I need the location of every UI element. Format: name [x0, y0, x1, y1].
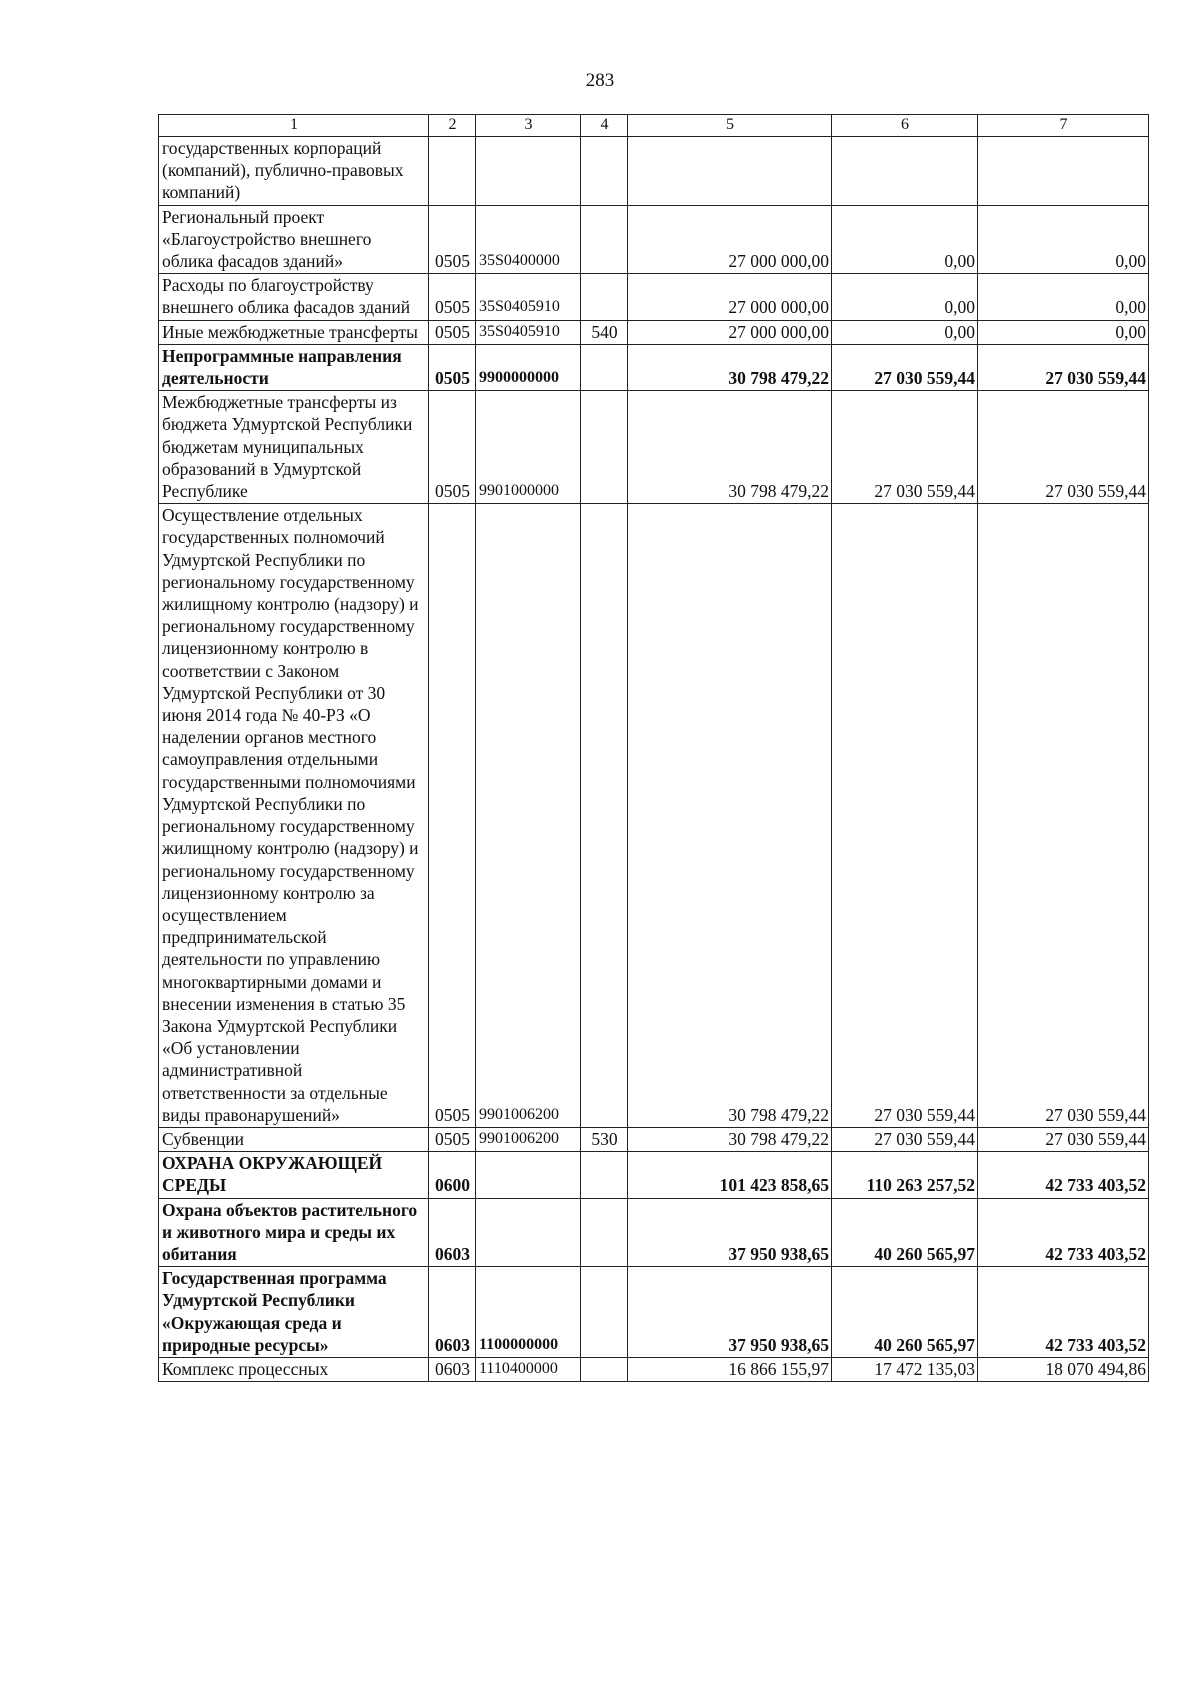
expense-type-cell — [581, 391, 628, 504]
target-article-cell: 1100000000 — [476, 1267, 581, 1358]
column-header: 1 — [159, 115, 429, 137]
table-row — [159, 504, 1149, 1128]
amount-col5-cell — [628, 137, 832, 206]
amount-col7-cell: 18 070 494,86 — [978, 1357, 1149, 1381]
amount-col5-cell: 30 798 479,22 — [628, 344, 832, 390]
section-code-cell: 0600 — [429, 1152, 476, 1198]
row-name-cell: Межбюджетные трансферты из бюджета Удмуртской Республики бюджетам муниципальных образований в Удмуртской Республике — [159, 391, 429, 504]
table-row — [159, 274, 1149, 320]
row-name-cell: государственных корпораций (компаний), публично-правовых компаний) — [159, 137, 429, 206]
expense-type-cell — [581, 504, 628, 1128]
amount-col5-cell: 37 950 938,65 — [628, 1267, 832, 1358]
amount-col5-cell: 101 423 858,65 — [628, 1152, 832, 1198]
amount-col7-cell: 42 733 403,52 — [978, 1152, 1149, 1198]
amount-col7-cell: 0,00 — [978, 274, 1149, 320]
expense-type-cell — [581, 1152, 628, 1198]
expense-type-cell: 530 — [581, 1127, 628, 1151]
amount-col5-cell: 37 950 938,65 — [628, 1198, 832, 1267]
section-code-cell: 0603 — [429, 1357, 476, 1381]
target-article-cell: 9901000000 — [476, 391, 581, 504]
section-code-cell: 0505 — [429, 1127, 476, 1151]
amount-col7-cell: 42 733 403,52 — [978, 1267, 1149, 1358]
row-name-cell: Осуществление отдельных государственных полномочий Удмуртской Республики по региональному государственному жилищному контролю (надзору) и региональному государственному лицензионному контролю в соответствии с Законом Удмуртской Республики от 30 июня 2014 года № 40-РЗ «О наделении органов местного самоуправления отдельными государственными полномочиями Удмуртской Республики по региональному государственному жилищному контролю (надзору) и региональному государственному лицензионному контролю за осуществлением предпринимательской деятельности по управлению многоквартирными домами и внесении изменения в статью 35 Закона Удмуртской Республики «Об установлении административной ответственности за отдельные виды правонарушений» — [159, 504, 429, 1128]
section-code-cell — [429, 137, 476, 206]
target-article-cell — [476, 1152, 581, 1198]
budget-table — [158, 114, 1149, 1382]
amount-col7-cell: 42 733 403,52 — [978, 1198, 1149, 1267]
column-header: 6 — [832, 115, 978, 137]
row-name-cell: Охрана объектов растительного и животного мира и среды их обитания — [159, 1198, 429, 1267]
amount-col7-cell: 0,00 — [978, 320, 1149, 344]
section-code-cell: 0505 — [429, 391, 476, 504]
row-name-cell: Расходы по благоустройству внешнего облика фасадов зданий — [159, 274, 429, 320]
amount-col6-cell: 17 472 135,03 — [832, 1357, 978, 1381]
expense-type-cell — [581, 137, 628, 206]
amount-col6-cell — [832, 137, 978, 206]
table-row — [159, 320, 1149, 344]
section-code-cell: 0505 — [429, 274, 476, 320]
amount-col5-cell: 27 000 000,00 — [628, 274, 832, 320]
amount-col5-cell: 30 798 479,22 — [628, 391, 832, 504]
table-row — [159, 344, 1149, 390]
amount-col7-cell: 27 030 559,44 — [978, 391, 1149, 504]
target-article-cell: 35S0405910 — [476, 320, 581, 344]
target-article-cell: 1110400000 — [476, 1357, 581, 1381]
table-row — [159, 1267, 1149, 1358]
section-code-cell: 0505 — [429, 504, 476, 1128]
amount-col6-cell: 27 030 559,44 — [832, 504, 978, 1128]
row-name-cell: Иные межбюджетные трансферты — [159, 320, 429, 344]
amount-col7-cell: 27 030 559,44 — [978, 1127, 1149, 1151]
section-code-cell: 0603 — [429, 1267, 476, 1358]
expense-type-cell: 540 — [581, 320, 628, 344]
expense-type-cell — [581, 205, 628, 274]
amount-col5-cell: 16 866 155,97 — [628, 1357, 832, 1381]
expense-type-cell — [581, 344, 628, 390]
amount-col7-cell: 27 030 559,44 — [978, 344, 1149, 390]
section-code-cell: 0603 — [429, 1198, 476, 1267]
amount-col6-cell: 40 260 565,97 — [832, 1198, 978, 1267]
row-name-cell: ОХРАНА ОКРУЖАЮЩЕЙ СРЕДЫ — [159, 1152, 429, 1198]
expense-type-cell — [581, 274, 628, 320]
amount-col7-cell: 0,00 — [978, 205, 1149, 274]
column-header: 4 — [581, 115, 628, 137]
table-row — [159, 391, 1149, 504]
section-code-cell: 0505 — [429, 344, 476, 390]
amount-col7-cell — [978, 137, 1149, 206]
expense-type-cell — [581, 1198, 628, 1267]
target-article-cell — [476, 137, 581, 206]
amount-col6-cell: 0,00 — [832, 274, 978, 320]
amount-col5-cell: 30 798 479,22 — [628, 1127, 832, 1151]
amount-col6-cell: 0,00 — [832, 205, 978, 274]
table-row — [159, 137, 1149, 206]
expense-type-cell — [581, 1267, 628, 1358]
target-article-cell — [476, 1198, 581, 1267]
row-name-cell: Региональный проект «Благоустройство внешнего облика фасадов зданий» — [159, 205, 429, 274]
column-header: 2 — [429, 115, 476, 137]
amount-col6-cell: 40 260 565,97 — [832, 1267, 978, 1358]
row-name-cell: Государственная программа Удмуртской Республики «Окружающая среда и природные ресурсы» — [159, 1267, 429, 1358]
table-row — [159, 1198, 1149, 1267]
amount-col7-cell: 27 030 559,44 — [978, 504, 1149, 1128]
amount-col5-cell: 27 000 000,00 — [628, 205, 832, 274]
table-row — [159, 1127, 1149, 1151]
section-code-cell: 0505 — [429, 320, 476, 344]
amount-col6-cell: 27 030 559,44 — [832, 344, 978, 390]
amount-col5-cell: 27 000 000,00 — [628, 320, 832, 344]
amount-col6-cell: 27 030 559,44 — [832, 1127, 978, 1151]
expense-type-cell — [581, 1357, 628, 1381]
column-header: 5 — [628, 115, 832, 137]
amount-col5-cell: 30 798 479,22 — [628, 504, 832, 1128]
section-code-cell: 0505 — [429, 205, 476, 274]
table-row — [159, 1152, 1149, 1198]
column-header: 3 — [476, 115, 581, 137]
row-name-cell: Комплекс процессных — [159, 1357, 429, 1381]
target-article-cell: 9901006200 — [476, 1127, 581, 1151]
target-article-cell: 9900000000 — [476, 344, 581, 390]
target-article-cell: 35S0400000 — [476, 205, 581, 274]
table-row — [159, 205, 1149, 274]
amount-col6-cell: 0,00 — [832, 320, 978, 344]
column-header: 7 — [978, 115, 1149, 137]
amount-col6-cell: 110 263 257,52 — [832, 1152, 978, 1198]
row-name-cell: Субвенции — [159, 1127, 429, 1151]
target-article-cell: 9901006200 — [476, 504, 581, 1128]
table-row — [159, 1357, 1149, 1381]
target-article-cell: 35S0405910 — [476, 274, 581, 320]
amount-col6-cell: 27 030 559,44 — [832, 391, 978, 504]
column-number-row — [159, 115, 1149, 137]
row-name-cell: Непрограммные направления деятельности — [159, 344, 429, 390]
page-number: 283 — [585, 70, 615, 91]
